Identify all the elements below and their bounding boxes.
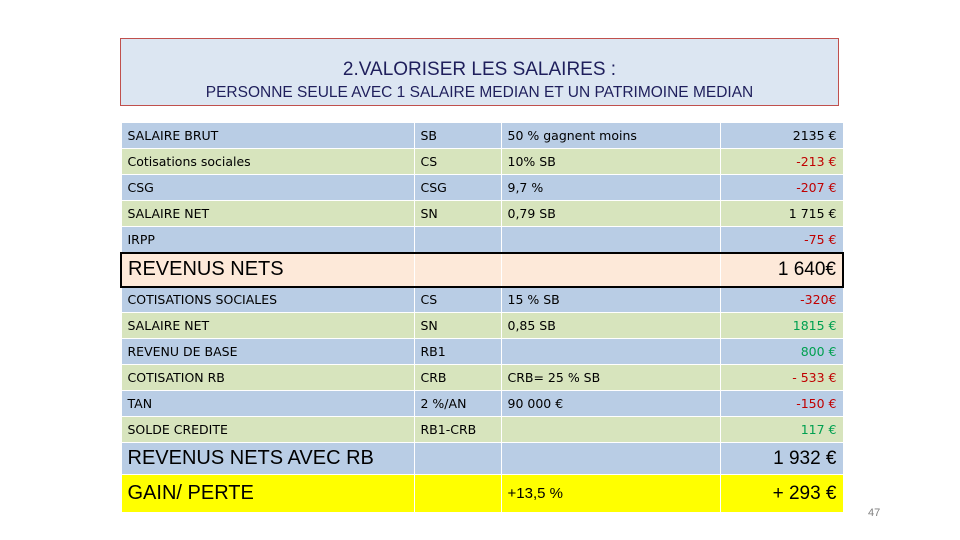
row-note: 9,7 % — [501, 175, 720, 201]
row-note: 0,85 SB — [501, 313, 720, 339]
row-code: SB — [414, 123, 501, 149]
salary-table — [120, 122, 844, 513]
row-note: 90 000 € — [501, 391, 720, 417]
row-code: RB1 — [414, 339, 501, 365]
row-code: CS — [414, 149, 501, 175]
row-value: -207 € — [720, 175, 843, 201]
row-value: 800 € — [720, 339, 843, 365]
row-code: RB1-CRB — [414, 417, 501, 443]
row-label: GAIN/ PERTE — [121, 475, 414, 513]
table-row — [121, 339, 843, 365]
table-row-gain-perte — [121, 475, 843, 513]
row-note — [501, 443, 720, 475]
row-value: 2135 € — [720, 123, 843, 149]
row-note — [501, 417, 720, 443]
row-note: 0,79 SB — [501, 201, 720, 227]
row-label: SALAIRE BRUT — [121, 123, 414, 149]
table-row-revenus-nets — [121, 253, 843, 287]
row-label: Cotisations sociales — [121, 149, 414, 175]
row-code — [414, 227, 501, 253]
row-code: CS — [414, 287, 501, 313]
row-label: COTISATION RB — [121, 365, 414, 391]
table-row — [121, 365, 843, 391]
row-code: SN — [414, 201, 501, 227]
row-label: TAN — [121, 391, 414, 417]
row-label: SOLDE CREDITE — [121, 417, 414, 443]
row-code — [414, 443, 501, 475]
row-label: COTISATIONS SOCIALES — [121, 287, 414, 313]
row-value: 117 € — [720, 417, 843, 443]
table-row — [121, 417, 843, 443]
row-code — [414, 475, 501, 513]
slide-title: 2.VALORISER LES SALAIRES : — [342, 59, 617, 80]
row-value: -150 € — [720, 391, 843, 417]
row-label: SALAIRE NET — [121, 201, 414, 227]
row-note — [501, 339, 720, 365]
row-note: 15 % SB — [501, 287, 720, 313]
slide-title-box — [120, 38, 839, 106]
row-note — [501, 227, 720, 253]
row-code — [414, 253, 501, 287]
table-row — [121, 175, 843, 201]
row-note: CRB= 25 % SB — [501, 365, 720, 391]
row-label: REVENUS NETS — [121, 253, 414, 287]
table-row — [121, 149, 843, 175]
table-row — [121, 201, 843, 227]
slide-subtitle: PERSONNE SEULE AVEC 1 SALAIRE MEDIAN ET UN PATRIMOINE MEDIAN — [205, 84, 754, 101]
row-note: +13,5 % — [501, 475, 720, 513]
row-value: 1 932 € — [720, 443, 843, 475]
row-label: REVENUS NETS AVEC RB — [121, 443, 414, 475]
row-label: REVENU DE BASE — [121, 339, 414, 365]
row-value: 1815 € — [720, 313, 843, 339]
table-row — [121, 227, 843, 253]
table-row — [121, 123, 843, 149]
row-note — [501, 253, 720, 287]
row-value: + 293 € — [720, 475, 843, 513]
row-code: CRB — [414, 365, 501, 391]
row-value: 1 715 € — [720, 201, 843, 227]
page-number: 47 — [868, 507, 881, 519]
row-value: 1 640€ — [720, 253, 843, 287]
table-row-revenus-avec-rb — [121, 443, 843, 475]
row-label: SALAIRE NET — [121, 313, 414, 339]
row-code: 2 %/AN — [414, 391, 501, 417]
row-code: CSG — [414, 175, 501, 201]
row-code: SN — [414, 313, 501, 339]
row-label: IRPP — [121, 227, 414, 253]
row-note: 50 % gagnent moins — [501, 123, 720, 149]
table-row — [121, 391, 843, 417]
row-value: -75 € — [720, 227, 843, 253]
row-value: -213 € — [720, 149, 843, 175]
row-note: 10% SB — [501, 149, 720, 175]
row-value: - 533 € — [720, 365, 843, 391]
row-value: -320€ — [720, 287, 843, 313]
table-row — [121, 313, 843, 339]
table-row — [121, 287, 843, 313]
row-label: CSG — [121, 175, 414, 201]
